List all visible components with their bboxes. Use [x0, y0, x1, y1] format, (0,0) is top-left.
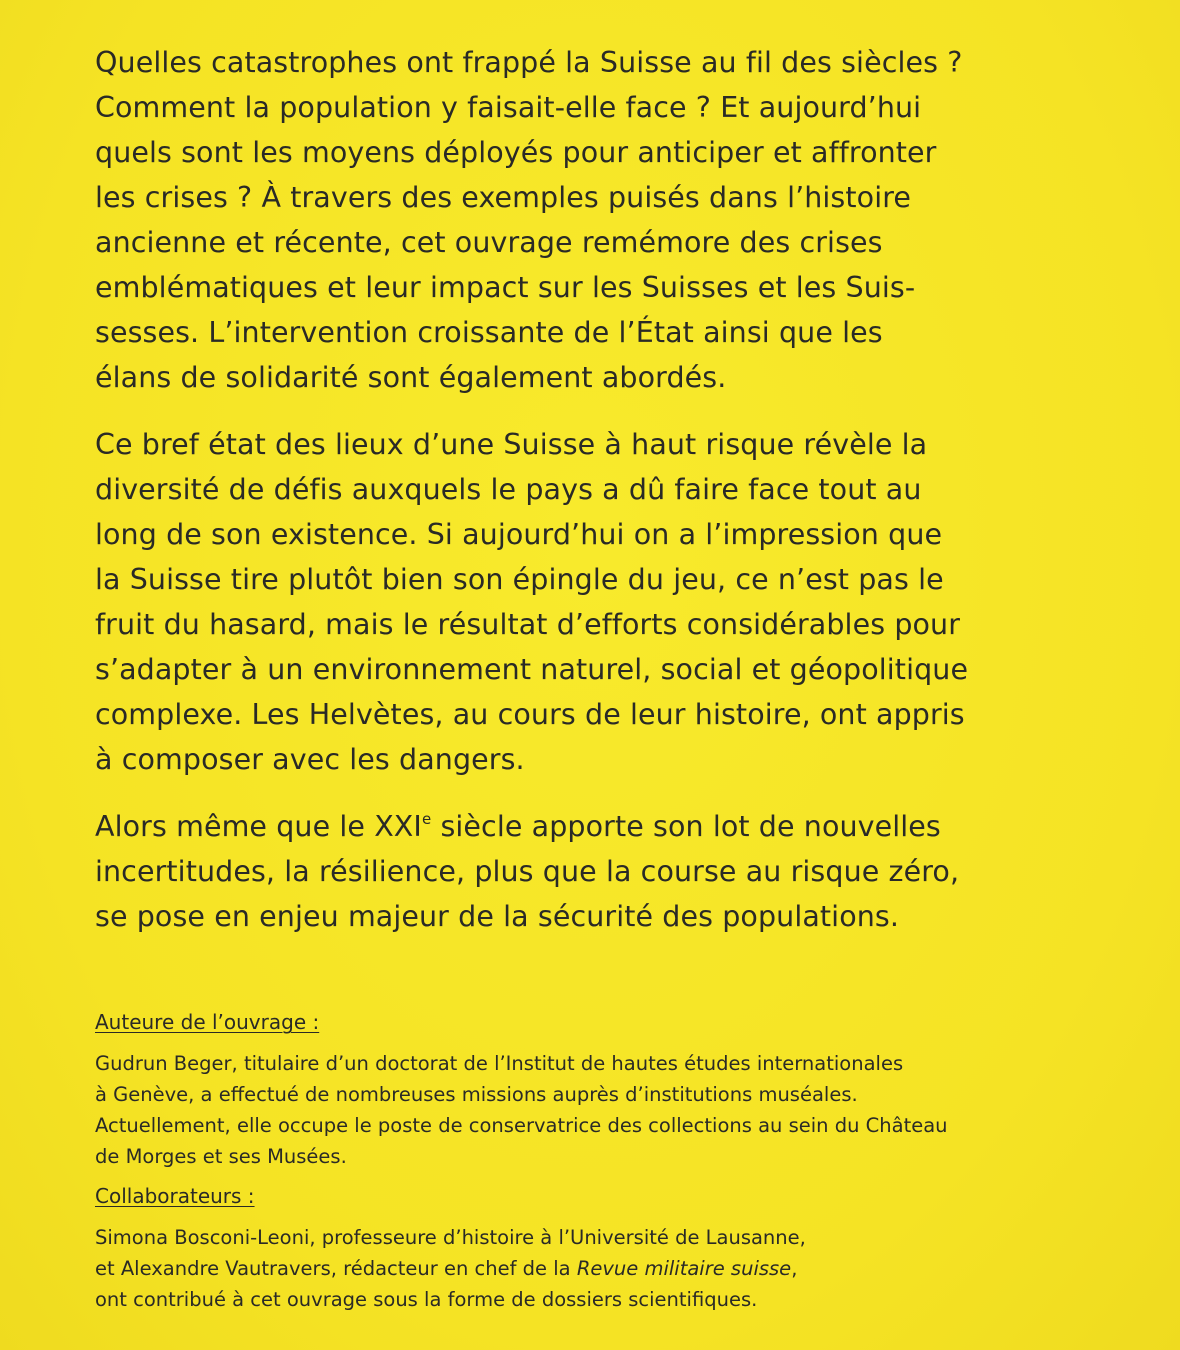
- text-line: s’adapter à un environnement naturel, social et géopolitique: [95, 653, 969, 686]
- text-line: Ce bref état des lieux d’une Suisse à haut risque révèle la: [95, 428, 928, 461]
- text-segment: ,: [791, 1257, 798, 1280]
- text-line: incertitudes, la résilience, plus que la course au risque zéro,: [95, 855, 960, 888]
- text-line: élans de solidarité sont également abordés.: [95, 361, 727, 394]
- text-line: fruit du hasard, mais le résultat d’efforts considérables pour: [95, 608, 961, 641]
- text-line: ancienne et récente, cet ouvrage remémore des crises: [95, 226, 883, 259]
- text-segment: et Alexandre Vautravers, rédacteur en chef de la: [95, 1257, 577, 1280]
- text-line: à composer avec les dangers.: [95, 743, 525, 776]
- author-heading: Auteure de l’ouvrage :: [95, 1010, 320, 1034]
- text-line: Gudrun Beger, titulaire d’un doctorat de l’Institut de hautes études internationales: [95, 1052, 904, 1075]
- text-line: Quelles catastrophes ont frappé la Suisse au fil des siècles ?: [95, 46, 963, 79]
- back-cover-text: [95, 40, 1135, 1315]
- text-line: de Morges et ses Musées.: [95, 1145, 347, 1168]
- third-paragraph: [95, 804, 1095, 939]
- text-line: Simona Bosconi-Leoni, professeure d’histoire à l’Université de Lausanne,: [95, 1226, 806, 1249]
- collaborators-heading: Collaborateurs :: [95, 1184, 255, 1208]
- author-bio: [95, 1048, 1135, 1172]
- journal-title: Revue militaire suisse: [576, 1257, 792, 1280]
- text-line: diversité de défis auxquels le pays a dû faire face tout au: [95, 473, 922, 506]
- text-line: [95, 1253, 1135, 1284]
- collaborators-text: [95, 1222, 1135, 1315]
- text-line: ont contribué à cet ouvrage sous la forme de dossiers scientifiques.: [95, 1288, 758, 1311]
- text-line: [95, 804, 1095, 849]
- intro-paragraph: [95, 40, 1095, 400]
- text-segment: Alors même que le XXI: [95, 810, 422, 843]
- text-line: à Genève, a effectué de nombreuses missions auprès d’institutions muséales.: [95, 1083, 858, 1106]
- superscript: e: [421, 810, 432, 828]
- text-line: emblématiques et leur impact sur les Suisses et les Suis-: [95, 271, 916, 304]
- text-line: les crises ? À travers des exemples puisés dans l’histoire: [95, 181, 912, 214]
- text-line: la Suisse tire plutôt bien son épingle du jeu, ce n’est pas le: [95, 563, 944, 596]
- text-line: se pose en enjeu majeur de la sécurité des populations.: [95, 900, 900, 933]
- text-line: Actuellement, elle occupe le poste de conservatrice des collections au sein du Château: [95, 1114, 948, 1137]
- text-line: Comment la population y faisait-elle face ? Et aujourd’hui: [95, 91, 922, 124]
- text-line: long de son existence. Si aujourd’hui on a l’impression que: [95, 518, 943, 551]
- text-line: sesses. L’intervention croissante de l’État ainsi que les: [95, 316, 883, 349]
- second-paragraph: [95, 422, 1095, 782]
- text-line: complexe. Les Helvètes, au cours de leur histoire, ont appris: [95, 698, 965, 731]
- text-line: quels sont les moyens déployés pour anticiper et affronter: [95, 136, 937, 169]
- text-segment: siècle apporte son lot de nouvelles: [431, 810, 941, 843]
